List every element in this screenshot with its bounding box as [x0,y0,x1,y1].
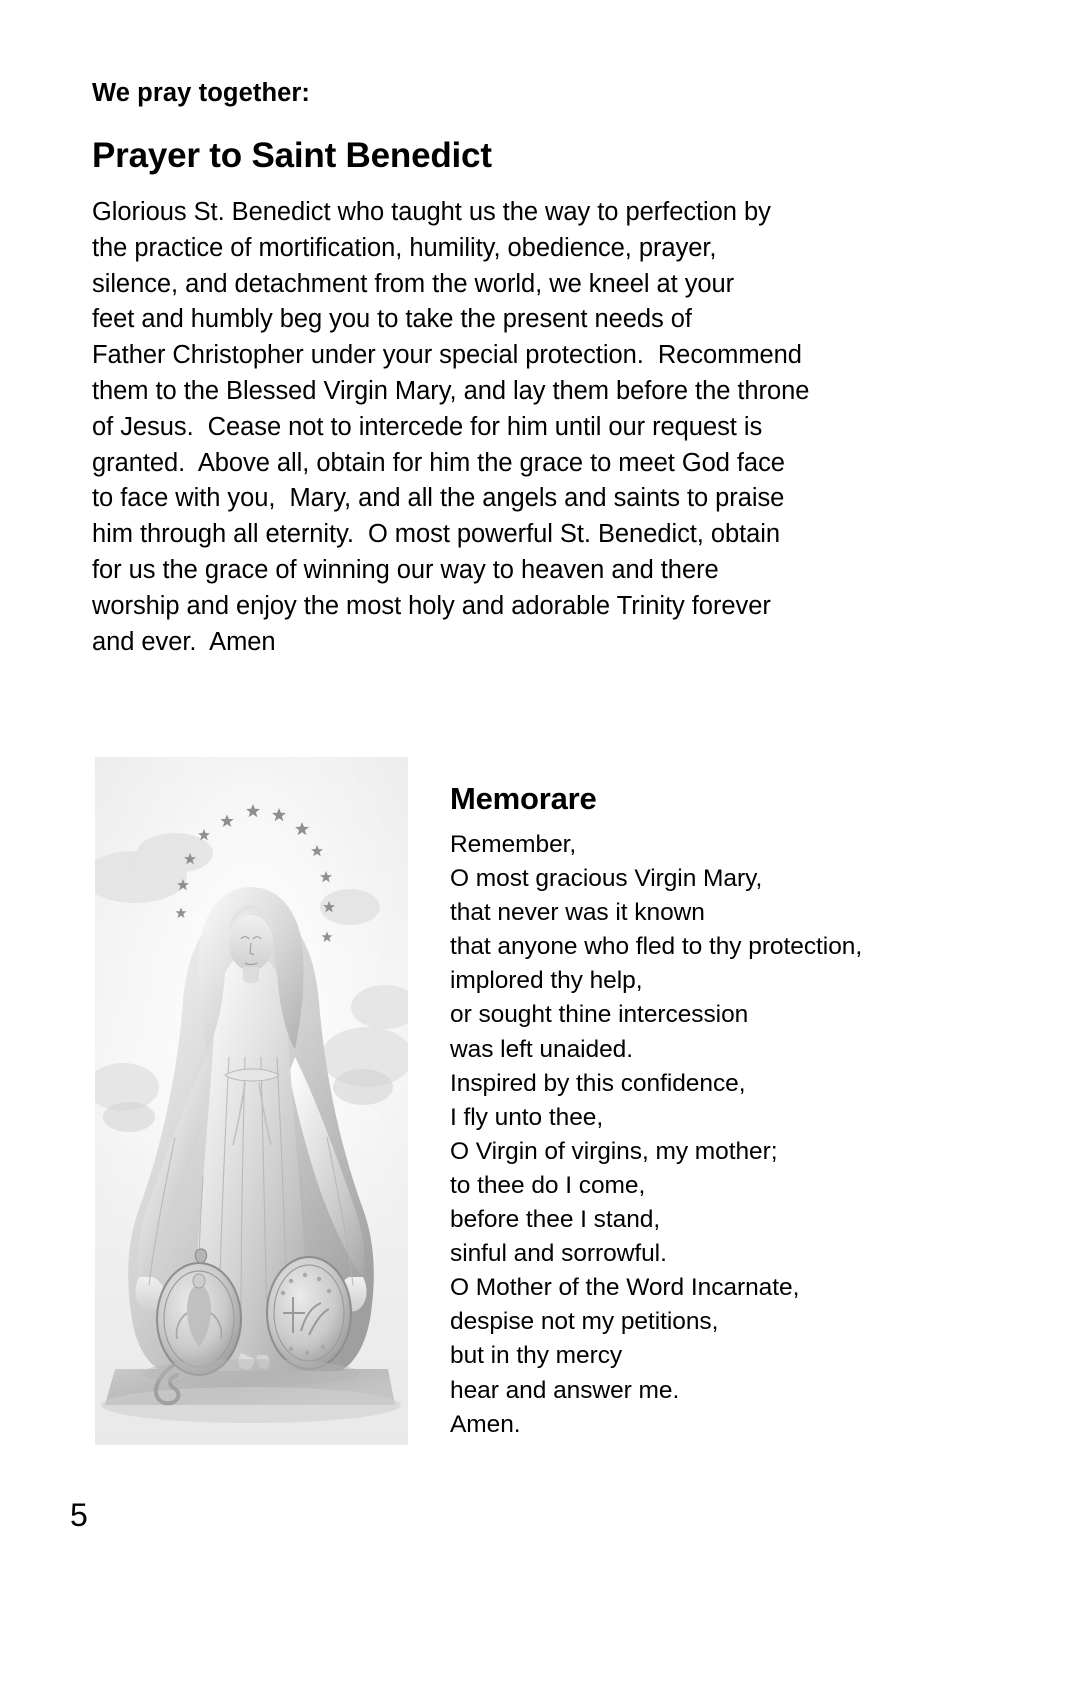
benedict-line-10: him through all eternity. O most powerful St. Benedict, obtain [92,520,781,549]
memorare-line-14: O Mother of the Word Incarnate, [450,1274,800,1302]
benedict-line-4: feet and humbly beg you to take the present needs of [92,305,692,334]
memorare-line-11: to thee do I come, [450,1171,646,1199]
benedict-line-11: for us the grace of winning our way to heaven and there [92,555,719,584]
memorare-line-12: before thee I stand, [450,1206,661,1234]
memorare-line-5: implored thy help, [450,967,643,995]
miraculous-medal-reverse [267,1257,351,1369]
page-title: Prayer to Saint Benedict [92,136,492,175]
our-lady-of-grace-illustration [95,757,408,1445]
pray-together-heading: We pray together: [92,79,311,107]
benedict-line-9: to face with you, Mary, and all the angels and saints to praise [92,484,785,513]
benedict-line-8: granted. Above all, obtain for him the grace to meet God face [92,448,785,477]
memorare-line-18: Amen. [450,1410,521,1438]
memorare-line-10: O Virgin of virgins, my mother; [450,1137,778,1165]
benedict-line-6: them to the Blessed Virgin Mary, and lay them before the throne [92,376,810,405]
memorare-line-15: despise not my petitions, [450,1308,719,1336]
prayer-to-saint-benedict-body [92,195,922,660]
virgin-mary-engraving [95,757,408,1445]
benedict-line-3: silence, and detachment from the world, we kneel at your [92,269,735,298]
memorare-line-4: that anyone who fled to thy protection, [450,933,863,961]
memorare-line-2: O most gracious Virgin Mary, [450,865,763,893]
memorare-body [450,828,970,1442]
memorare-line-9: I fly unto thee, [450,1103,604,1131]
memorare-line-13: sinful and sorrowful. [450,1240,667,1268]
memorare-line-1: Remember, [450,831,577,858]
benedict-line-1: Glorious St. Benedict who taught us the way to perfection by [92,198,771,226]
benedict-line-5: Father Christopher under your special protection. Recommend [92,341,802,370]
memorare-line-16: but in thy mercy [450,1342,623,1370]
benedict-line-13: and ever. Amen [92,627,276,656]
benedict-line-12: worship and enjoy the most holy and adorable Trinity forever [92,591,771,620]
memorare-line-7: was left unaided. [450,1035,634,1063]
memorare-line-3: that never was it known [450,899,705,927]
memorare-heading: Memorare [450,781,597,816]
benedict-line-7: of Jesus. Cease not to intercede for him until our request is [92,412,763,441]
page-number: 5 [70,1497,88,1533]
memorare-line-8: Inspired by this confidence, [450,1069,746,1097]
memorare-line-17: hear and answer me. [450,1376,680,1404]
benedict-line-2: the practice of mortification, humility, obedience, prayer, [92,233,717,262]
memorare-line-6: or sought thine intercession [450,1001,749,1029]
